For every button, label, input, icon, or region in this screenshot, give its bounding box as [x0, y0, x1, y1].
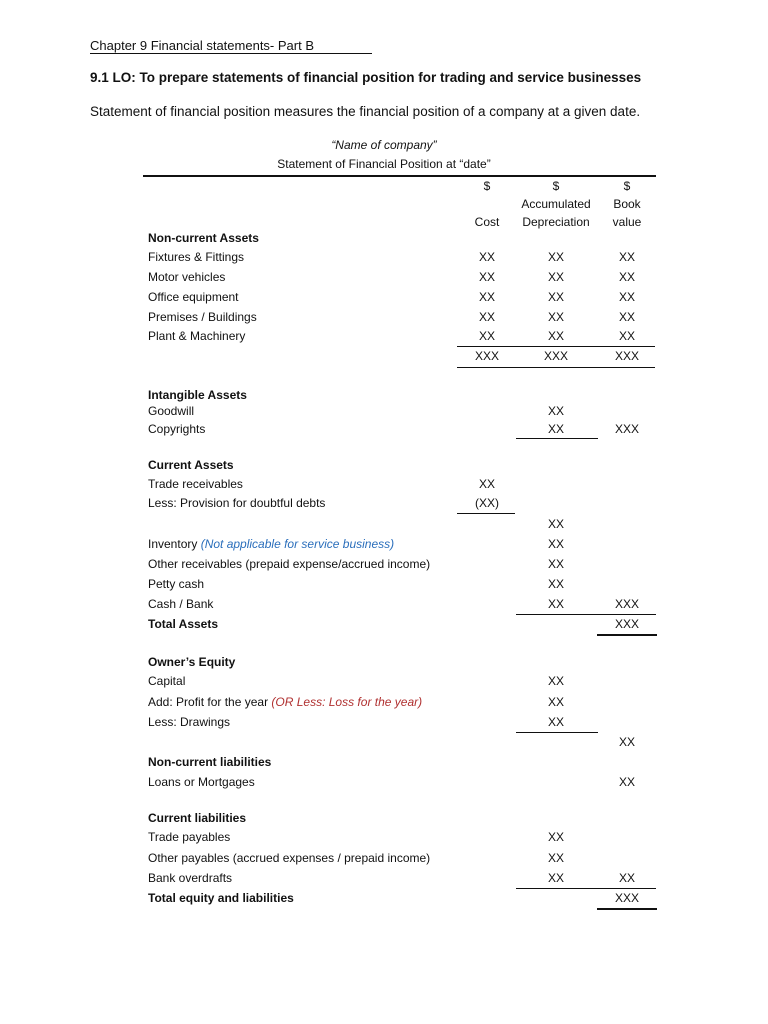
- row-cash-bank-value: XX: [547, 597, 564, 611]
- row-cash-bank-label: Cash / Bank: [148, 597, 214, 611]
- row-office-bv: XX: [618, 290, 635, 304]
- intangible-rule: [516, 438, 598, 439]
- row-provision-value: (XX): [475, 496, 499, 510]
- col-bv-heading-2: value: [612, 215, 642, 229]
- row-plant-dep: XX: [547, 329, 564, 343]
- row-other-payables-value: XX: [547, 851, 564, 865]
- section-non-current-liabilities: Non-current liabilities: [148, 755, 272, 769]
- col-acc-heading-2: Depreciation: [522, 215, 590, 229]
- nca-total-cost: XXX: [474, 349, 499, 363]
- learning-objective: 9.1 LO: To prepare statements of financial position for trading and service businesses: [90, 70, 642, 85]
- equity-total-bv: XX: [618, 735, 635, 749]
- row-overdraft-label: Bank overdrafts: [148, 871, 233, 885]
- row-profit-label: [148, 695, 422, 709]
- nca-subtotal-rule: [457, 346, 655, 347]
- row-office-label: Office equipment: [148, 290, 239, 304]
- row-trade-receivables-value: XX: [478, 477, 495, 491]
- row-plant-cost: XX: [478, 329, 495, 343]
- col-acc-heading-1: Accumulated: [521, 197, 591, 211]
- row-trade-payables-value: XX: [547, 830, 564, 844]
- chapter-underline: [90, 53, 372, 54]
- receivables-rule: [457, 513, 515, 514]
- nca-total-bv: XXX: [614, 349, 639, 363]
- row-capital-label: Capital: [148, 674, 186, 688]
- row-inventory-value: XX: [547, 537, 564, 551]
- row-inventory-label: [148, 537, 394, 551]
- section-owners-equity: Owner’s Equity: [148, 655, 236, 669]
- section-intangible-assets: Intangible Assets: [148, 388, 247, 402]
- row-drawings-label: Less: Drawings: [148, 715, 231, 729]
- inventory-note: (Not applicable for service business): [200, 537, 395, 551]
- col-cost-currency: $: [483, 179, 491, 193]
- row-total-assets-label: Total Assets: [148, 617, 219, 631]
- total-equity-liabilities-value: XXX: [614, 891, 639, 905]
- row-goodwill-value: XX: [547, 404, 564, 418]
- row-plant-bv: XX: [618, 329, 635, 343]
- row-other-receivables-label: Other receivables (prepaid expense/accrued income): [148, 557, 431, 571]
- row-fixtures-cost: XX: [478, 250, 495, 264]
- company-name: “Name of company”: [331, 138, 437, 152]
- section-non-current-assets: Non-current Assets: [148, 231, 259, 245]
- row-fixtures-label: Fixtures & Fittings: [148, 250, 245, 264]
- row-drawings-value: XX: [547, 715, 564, 729]
- row-motor-label: Motor vehicles: [148, 270, 226, 284]
- section-current-assets: Current Assets: [148, 458, 234, 472]
- total-equity-liabilities-rule: [597, 908, 657, 910]
- row-capital-value: XX: [547, 674, 564, 688]
- chapter-title: Chapter 9 Financial statements- Part B: [90, 38, 314, 53]
- intro-text: Statement of financial position measures the financial position of a company at a given date.: [90, 104, 641, 119]
- row-trade-payables-label: Trade payables: [148, 830, 231, 844]
- row-plant-label: Plant & Machinery: [148, 329, 246, 343]
- col-cost-heading: Cost: [474, 215, 500, 229]
- current-assets-rule: [516, 614, 656, 615]
- row-loans-label: Loans or Mortgages: [148, 775, 255, 789]
- net-receivables-value: XX: [547, 517, 564, 531]
- current-assets-total-bv: XXX: [614, 597, 639, 611]
- nca-total-rule: [457, 367, 655, 368]
- profit-text: Add: Profit for the year: [148, 695, 272, 709]
- header-rule: [143, 175, 656, 177]
- row-office-dep: XX: [547, 290, 564, 304]
- col-acc-currency: $: [552, 179, 560, 193]
- row-fixtures-dep: XX: [547, 250, 564, 264]
- row-petty-cash-value: XX: [547, 577, 564, 591]
- inventory-text: Inventory: [148, 537, 201, 551]
- row-overdraft-value: XX: [547, 871, 564, 885]
- row-goodwill-label: Goodwill: [148, 404, 195, 418]
- row-loans-value: XX: [618, 775, 635, 789]
- row-petty-cash-label: Petty cash: [148, 577, 205, 591]
- col-bv-heading-1: Book: [613, 197, 641, 211]
- section-current-liabilities: Current liabilities: [148, 811, 247, 825]
- statement-title: Statement of Financial Position at “date”: [277, 157, 491, 171]
- row-premises-bv: XX: [618, 310, 635, 324]
- row-premises-cost: XX: [478, 310, 495, 324]
- row-copyrights-label: Copyrights: [148, 422, 206, 436]
- row-premises-label: Premises / Buildings: [148, 310, 257, 324]
- row-fixtures-bv: XX: [618, 250, 635, 264]
- row-total-equity-liabilities-label: Total equity and liabilities: [148, 891, 294, 905]
- row-motor-cost: XX: [478, 270, 495, 284]
- row-other-receivables-value: XX: [547, 557, 564, 571]
- total-assets-rule: [597, 634, 657, 636]
- total-assets-value: XXX: [614, 617, 639, 631]
- row-provision-label: Less: Provision for doubtful debts: [148, 496, 326, 510]
- row-motor-dep: XX: [547, 270, 564, 284]
- row-profit-value: XX: [547, 695, 564, 709]
- row-other-payables-label: Other payables (accrued expenses / prepaid income): [148, 851, 431, 865]
- row-motor-bv: XX: [618, 270, 635, 284]
- row-copyrights-value: XX: [547, 422, 564, 436]
- row-premises-dep: XX: [547, 310, 564, 324]
- nca-total-dep: XXX: [543, 349, 568, 363]
- row-trade-receivables-label: Trade receivables: [148, 477, 243, 491]
- row-office-cost: XX: [478, 290, 495, 304]
- intangible-total-bv: XXX: [614, 422, 639, 436]
- current-liabilities-total-bv: XX: [618, 871, 635, 885]
- col-bv-currency: $: [623, 179, 631, 193]
- current-liabilities-rule: [516, 888, 656, 889]
- equity-rule: [516, 732, 598, 733]
- profit-note: (OR Less: Loss for the year): [271, 695, 423, 709]
